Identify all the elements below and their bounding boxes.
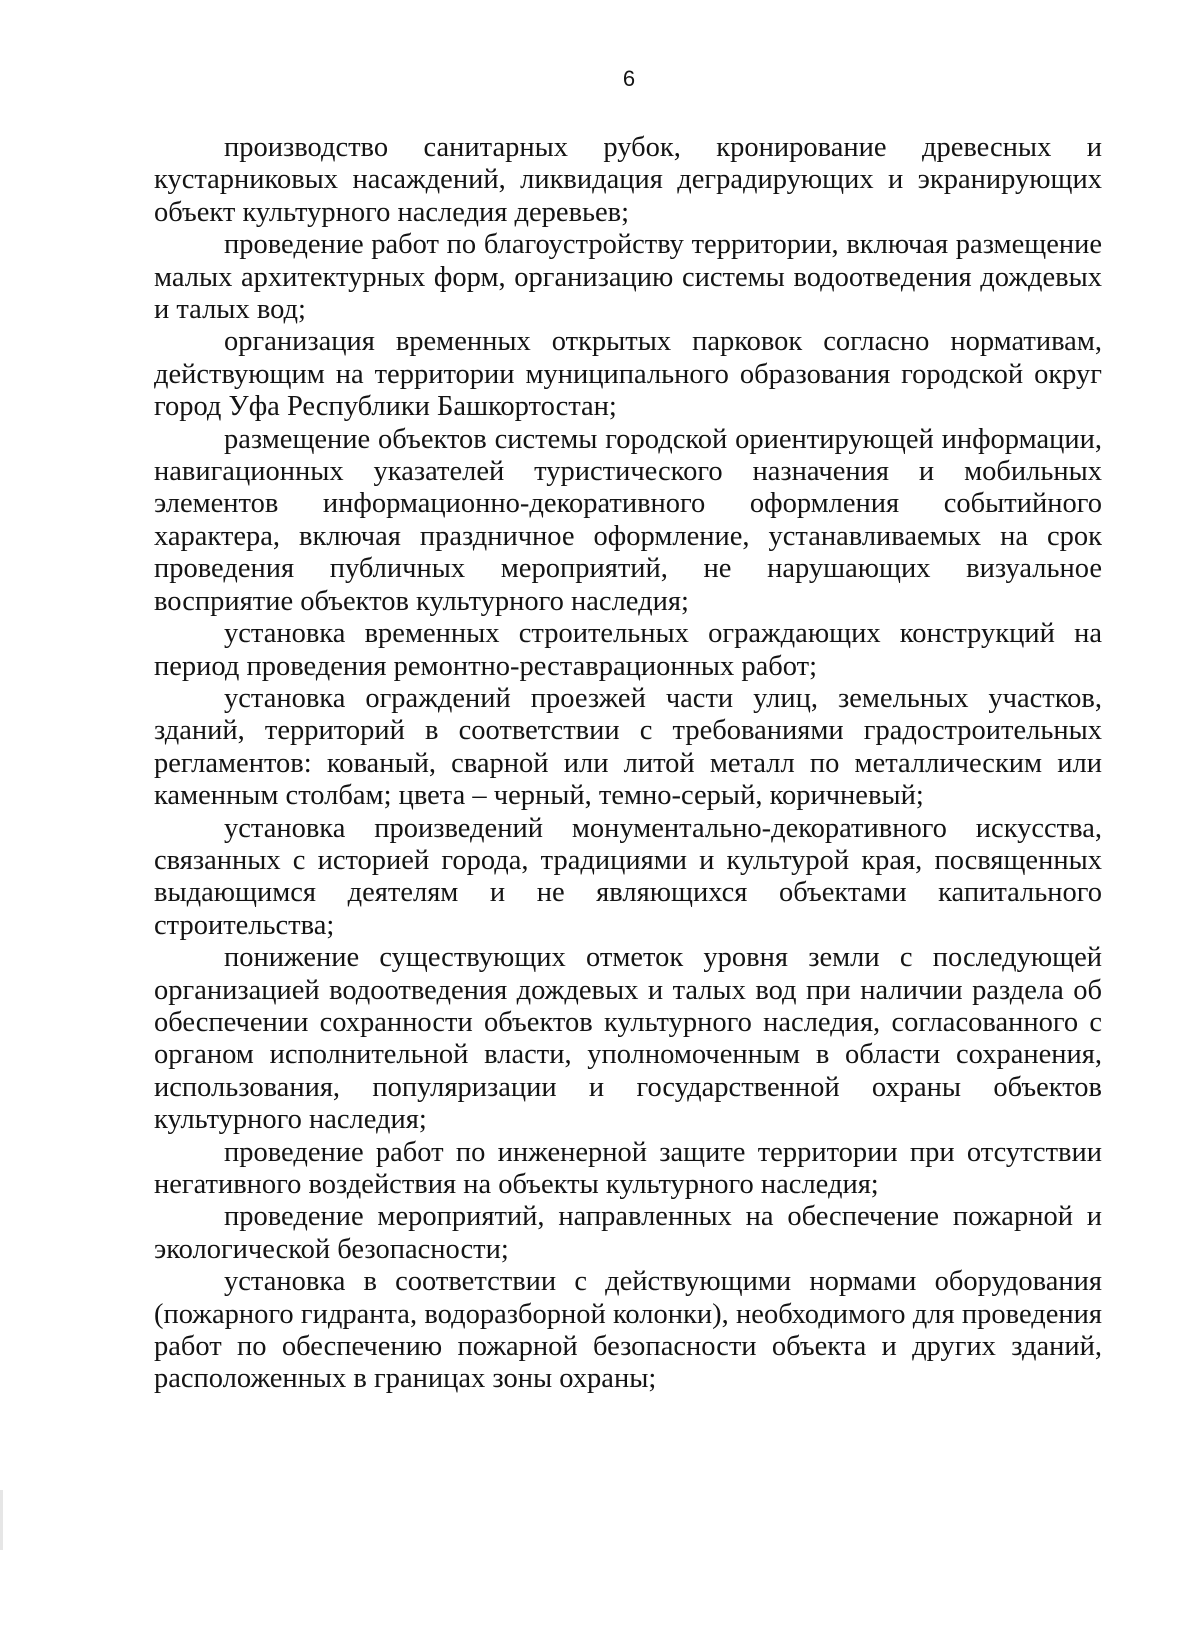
paragraph-engineering-protection: проведение работ по инженерной защите территории при отсутствии негативного воздействия на объекты культурного наследия;: [154, 1136, 1102, 1200]
paragraph-ground-level: понижение существующих отметок уровня земли с последующей организацией водоотведения дождевых и талых вод при наличии раздела об обеспечении сохранности объектов культурного наследия, согласованного с органом исполнительной власти, уполномоченным в области сохранения, использования, популяризации и государственной охраны объектов культурного наследия;: [154, 942, 1102, 1136]
paragraph-fire-equipment: установка в соответствии с действующими нормами оборудования (пожарного гидранта, водоразборной колонки), необходимого для проведения работ по обеспечению пожарной безопасности объекта и других зданий, расположенных в границах зоны охраны;: [154, 1266, 1102, 1395]
paragraph-sanitary-felling: производство санитарных рубок, кронирование древесных и кустарниковых насаждений, ликвидация деградирующих и экранирующих объект культурного наследия деревьев;: [154, 132, 1102, 228]
paragraph-landscaping: проведение работ по благоустройству территории, включая размещение малых архитектурных форм, организацию системы водоотведения дождевых и талых вод;: [154, 229, 1102, 326]
paragraph-city-wayfinding: размещение объектов системы городской ориентирующей информации, навигационных указателей туристического назначения и мобильных элементов информационно-декоративного оформления событийного характера, включая праздничное оформление, устанавливаемых на срок проведения публичных мероприятий, не нарушающих визуальное восприятие объектов культурного наследия;: [154, 423, 1102, 617]
page-number: 6: [622, 66, 636, 91]
paragraph-street-fencing: установка ограждений проезжей части улиц, земельных участков, зданий, территорий в соответствии с требованиями градостроительных регламентов: кованый, сварной или литой металл по металлическим или каменным столбам; цвета – черный, темно-серый, коричневый;: [154, 682, 1102, 812]
scan-edge-mark: [0, 1490, 3, 1550]
paragraph-temporary-fencing: установка временных строительных ограждающих конструкций на период проведения ремонтно-реставрационных работ;: [154, 618, 1102, 682]
paragraph-temporary-parking: организация временных открытых парковок согласно нормативам, действующим на территории муниципального образования городской округ город Уфа Республики Башкортостан;: [154, 326, 1102, 423]
paragraph-monumental-art: установка произведений монументально-декоративного искусства, связанных с историей города, традициями и культурой края, посвященных выдающимся деятелям и не являющихся объектами капитального строительства;: [154, 812, 1102, 941]
document-body: [154, 132, 1102, 1396]
paragraph-fire-ecological-safety: проведение мероприятий, направленных на обеспечение пожарной и экологической безопасности;: [154, 1201, 1102, 1265]
